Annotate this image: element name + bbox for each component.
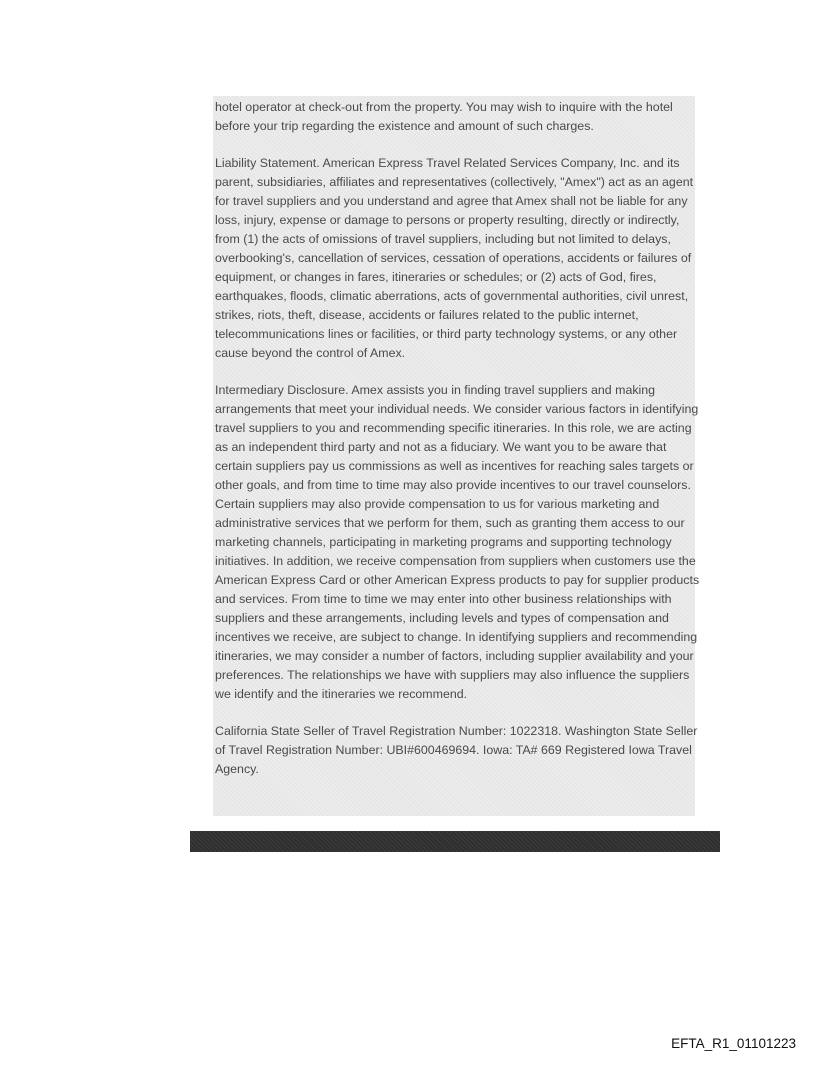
footer-bar	[190, 831, 720, 852]
text-line: marketing channels, participating in marketing programs and supporting technology	[215, 535, 672, 549]
text-line: California State Seller of Travel Registration Number: 1022318. Washington State Seller	[215, 724, 698, 738]
text-line: American Express Card or other American Express products to pay for supplier products	[215, 573, 700, 587]
text-line: initiatives. In addition, we receive compensation from suppliers when customers use the	[215, 554, 696, 568]
text-line: preferences. The relationships we have with suppliers may also influence the suppliers	[215, 668, 690, 682]
text-line: we identify and the itineraries we recommend.	[215, 687, 468, 701]
text-line: and services. From time to time we may enter into other business relationships with	[215, 592, 672, 606]
text-line: hotel operator at check-out from the property. You may wish to inquire with the hotel	[215, 100, 673, 114]
registration-paragraph	[215, 722, 698, 779]
text-line: from (1) the acts of omissions of travel suppliers, including but not limited to delays,	[215, 232, 671, 246]
text-line: of Travel Registration Number: UBI#600469694. Iowa: TA# 669 Registered Iowa Travel	[215, 743, 692, 757]
text-line: itineraries, we may consider a number of factors, including supplier availability and your	[215, 649, 694, 663]
text-line: administrative services that we perform for them, such as granting them access to our	[215, 516, 685, 530]
intermediary-disclosure-paragraph	[215, 381, 700, 704]
text-line: incentives we receive, are subject to change. In identifying suppliers and recommending	[215, 630, 698, 644]
text-line: Liability Statement. American Express Travel Related Services Company, Inc. and its	[215, 156, 680, 170]
text-line: before your trip regarding the existence and amount of such charges.	[215, 119, 594, 133]
text-line: arrangements that meet your individual needs. We consider various factors in identifying	[215, 402, 699, 416]
text-line: strikes, riots, theft, disease, accidents or failures related to the public internet,	[215, 308, 639, 322]
text-line: equipment, or changes in fares, itineraries or schedules; or (2) acts of God, fires,	[215, 270, 657, 284]
document-id: EFTA_R1_01101223	[671, 1036, 796, 1051]
document-body	[213, 96, 700, 816]
text-line: loss, injury, expense or damage to persons or property resulting, directly or indirectly,	[215, 213, 680, 227]
text-line: Certain suppliers may also provide compensation to us for various marketing and	[215, 497, 660, 511]
text-line: Agency.	[215, 762, 259, 776]
text-line: certain suppliers pay us commissions as well as incentives for reaching sales targets or	[215, 459, 694, 473]
liability-statement-paragraph	[215, 154, 693, 363]
text-line: travel suppliers to you and recommending specific itineraries. In this role, we are acting	[215, 421, 692, 435]
text-line: Intermediary Disclosure. Amex assists you in finding travel suppliers and making	[215, 383, 656, 397]
text-line: other goals, and from time to time may also provide incentives to our travel counselors.	[215, 478, 691, 492]
text-line: earthquakes, floods, climatic aberrations, acts of governmental authorities, civil unrest,	[215, 289, 689, 303]
text-line: parent, subsidiaries, affiliates and representatives (collectively, "Amex") act as an agent	[215, 175, 694, 189]
text-line: overbooking's, cancellation of services, cessation of operations, accidents or failures of	[215, 251, 692, 265]
text-line: cause beyond the control of Amex.	[215, 346, 406, 360]
text-line: suppliers and these arrangements, including levels and types of compensation and	[215, 611, 669, 625]
hotel-charges-paragraph	[215, 98, 693, 136]
text-line: as an independent third party and not as a fiduciary. We want you to be aware that	[215, 440, 667, 454]
text-line: telecommunications lines or facilities, or third party technology systems, or any other	[215, 327, 678, 341]
text-line: for travel suppliers and you understand and agree that Amex shall not be liable for any	[215, 194, 688, 208]
